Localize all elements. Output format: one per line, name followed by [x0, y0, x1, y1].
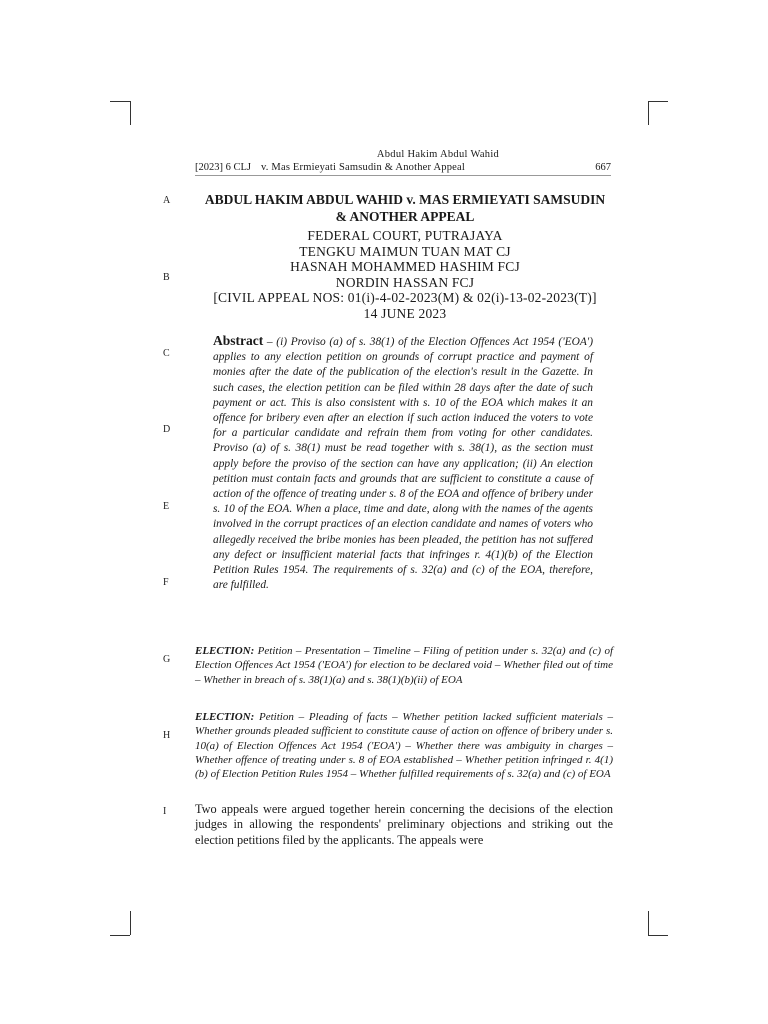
margin-letter-h: H: [163, 730, 171, 741]
crop-mark-top-right-h: [648, 101, 668, 102]
case-title: [190, 191, 620, 225]
crop-mark-bottom-left-v: [130, 911, 131, 935]
catchword-1: [195, 644, 613, 687]
catchword-2: [195, 710, 613, 781]
margin-letter-a: A: [163, 195, 171, 206]
crop-mark-top-left-v: [130, 101, 131, 125]
catchword-1-text: Petition – Presentation – Timeline – Filing of petition under s. 32(a) and (c) of Election Offences Act 1954 ('EOA') for election to be declared void – Whether filed out of time – Whether in breach of s. 38(1)(a) and s. 38(1)(b)(ii) of EOA: [195, 645, 613, 686]
abstract: [213, 333, 593, 593]
running-head-row: [195, 161, 611, 176]
crop-mark-bottom-left-h: [110, 935, 130, 936]
case-title-line-1: ABDUL HAKIM ABDUL WAHID v. MAS ERMIEYATI SAMSUDIN: [204, 192, 606, 207]
judgment-date: 14 JUNE 2023: [363, 305, 447, 321]
running-head-citation: [2023] 6 CLJ: [195, 162, 251, 173]
crop-mark-bottom-right-v: [648, 911, 649, 935]
court-name: FEDERAL COURT, PUTRAJAYA: [307, 228, 503, 243]
body-paragraph: Two appeals were argued together herein concerning the decisions of the election judges in allowing the respondents' preliminary objections and striking out the election petitions filed by the applicants. The appeals were: [195, 802, 613, 847]
crop-mark-top-left-h: [110, 101, 130, 102]
crop-mark-bottom-right-h: [648, 935, 668, 936]
abstract-text: (i) Proviso (a) of s. 38(1) of the Election Offences Act 1954 ('EOA') applies to any election petition on grounds of corrupt practice and payment of monies after the date of the publication of the election's result in the Gazette. In such cases, the election petition can be filed within 28 days after the date of such payment or act. This is also consistent with s. 10 of the EOA which makes it an offence for bribery even after an election if such action induced the voters to vote for a particular candidate and refrain them from voting for other candidates. Proviso (a) of s. 38(1) must be read together with s. 38(1), as the section must apply before the proviso of the section can have any application; (ii) An election petition must contain facts and grounds that are sufficient to constitute a cause of action of the offence of treating under s. 8 of the EOA and offence of bribery under s. 10 of the EOA. When a place, time and date, along with the names of the agents involved in the corrupt practices of an election candidate and names of voters who allegedly received the bribe monies has been pleaded, the petition has not suffered any defect or insufficient material facts that infringes r. 4(1)(b) of the Election Petition Rules 1954. The requirements of s. 32(a) and (c) of the EOA, therefore, are fulfilled.: [213, 336, 594, 592]
appeal-numbers: [CIVIL APPEAL NOS: 01(i)-4-02-2023(M) & 02(i)-13-02-2023(T)]: [213, 290, 597, 305]
judge-3: NORDIN HASSAN FCJ: [335, 274, 475, 290]
running-head: [195, 148, 611, 176]
margin-letter-f: F: [163, 577, 169, 588]
margin-letter-d: D: [163, 424, 171, 435]
margin-letter-b: B: [163, 272, 170, 283]
page-number: 667: [595, 162, 611, 173]
catchword-2-text: Petition – Pleading of facts – Whether petition lacked sufficient materials – Whether grounds pleaded sufficient to constitute cause of action on offence of bribery under s. 10(a) of Election Offences Act 1954 ('EOA') – Whether there was ambiguity in charges – Whether offence of treating under s. 8 of EOA established – Whether petition infringed r. 4(1)(b) of Election Petition Rules 1954 – Whether fulfilled requirements of s. 32(a) and (c) of EOA: [195, 711, 613, 781]
running-head-title: Abdul Hakim Abdul Wahid: [376, 149, 500, 160]
margin-letter-c: C: [163, 348, 170, 359]
crop-mark-top-right-v: [648, 101, 649, 125]
margin-letter-g: G: [163, 654, 171, 665]
margin-letter-i: I: [163, 806, 167, 817]
abstract-dash: –: [263, 336, 277, 348]
court-block: [190, 228, 620, 321]
judge-1: TENGKU MAIMUN TUAN MAT CJ: [299, 243, 511, 259]
case-title-line-2: & ANOTHER APPEAL: [335, 209, 475, 224]
running-head-parties: v. Mas Ermieyati Samsudin & Another Appeal: [261, 162, 465, 173]
judge-2: HASNAH MOHAMMED HASHIM FCJ: [290, 259, 520, 274]
catchword-2-label: ELECTION:: [195, 711, 255, 723]
margin-letter-e: E: [163, 501, 170, 512]
catchword-1-label: ELECTION:: [195, 645, 255, 657]
abstract-label: Abstract: [213, 333, 264, 348]
